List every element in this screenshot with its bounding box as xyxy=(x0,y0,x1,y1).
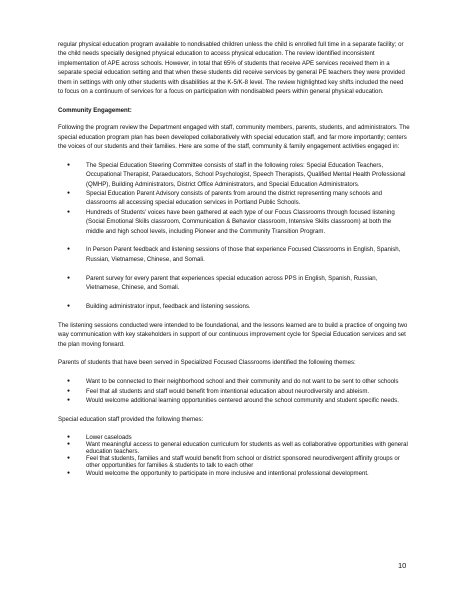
list-item: ● Building administrator input, feedback and listening sessions. xyxy=(58,302,410,311)
list-item: ● Lower caseloads xyxy=(58,434,410,441)
engagement-activities-list xyxy=(58,161,410,311)
list-item: ● Hundreds of Students' voices have been gathered at each type of our Focus Classrooms through focused listening (Social Emotional Skills classroom, Communication & Behavior classroom, Intensive Skills classroom) at both the middle and high school levels, including Pioneer and the Community Transition Program. xyxy=(58,208,410,236)
community-engagement-heading: Community Engagement: xyxy=(58,106,132,114)
list-item: ● Feel that all students and staff would benefit from intentional education about neurodiversity and ableism. xyxy=(58,387,410,396)
list-item: ● Would welcome the opportunity to participate in more inclusive and intentional professional development. xyxy=(58,470,410,477)
list-item: ● Parent survey for every parent that experiences special education across PPS in English, Spanish, Russian, Vietnamese, Chinese, and Somali. xyxy=(58,274,410,293)
list-item: ● The Special Education Steering Committee consists of staff in the following roles: Special Education Teachers, Occupational Therapist, Paraeducators, School Psychologist, Speech Therapists, Qualified Mental Health Professional (QMHP), Building Administrators, District Office Administrators, and Special Education Administrators. xyxy=(58,161,410,189)
intro-paragraph: regular physical education program available to nondisabled children unless the child is enrolled full time in a separate facility; or the child needs specially designed physical education to access physical education. The review identified inconsistent implementation of APE across schools. However, in total that 65% of students that receive APE services received them in a separate special education setting and that when these students did receive services by general PE teachers they were provided them in settings with only other students with disabilities at the K-5/K-8 level. The review highlighted key shifts included the need to focus on a continuum of services for a focus on participation with nondisabled peers within general physical education. xyxy=(58,41,405,96)
page-number: 10 xyxy=(398,561,407,570)
list-item: ● In Person Parent feedback and listening sessions of those that experience Focused Classrooms in English, Spanish, Russian, Vietnamese, Chinese, and Somali. xyxy=(58,245,410,264)
staff-themes-list xyxy=(58,434,410,477)
page-content xyxy=(58,40,410,477)
community-engagement-paragraph: Following the program review the Department engaged with staff, community members, parents, students, and administrators. The special education program plan has been developed collaboratively with special education staff, and far more importantly; centers the voices of our students and their families. Here are some of the staff, community & family engagement activities engaged in: xyxy=(58,124,410,151)
parents-themes-intro: Parents of students that have been served in Specialized Focused Classrooms identified the following themes: xyxy=(58,359,356,367)
list-item: ● Would welcome additional learning opportunities centered around the school community and student specific needs. xyxy=(58,396,410,405)
list-item: ● Want meaningful access to general education curriculum for students as well as collaborative opportunities with general education teachers. xyxy=(58,441,410,455)
staff-themes-intro: Special education staff provided the following themes: xyxy=(58,415,204,423)
list-item: ● Special Education Parent Advisory consists of parents from around the district representing many schools and classrooms all accessing special education services in Portland Public Schools. xyxy=(58,189,410,208)
list-item: ● Feel that students, families and staff would benefit from school or district sponsored neurodivergent affinity groups or other opportunities for families & students to talk to each other xyxy=(58,455,410,469)
list-item: ● Want to be connected to their neighborhood school and their community and do not want to be sent to other schools xyxy=(58,377,410,386)
parent-themes-list xyxy=(58,377,410,405)
listening-sessions-paragraph: The listening sessions conducted were intended to be foundational, and the lessons learned are to build a practice of ongoing two way communication with key stakeholders in support of our continuous improvement cycle for Special Education services and set the plan moving forward. xyxy=(58,321,408,348)
